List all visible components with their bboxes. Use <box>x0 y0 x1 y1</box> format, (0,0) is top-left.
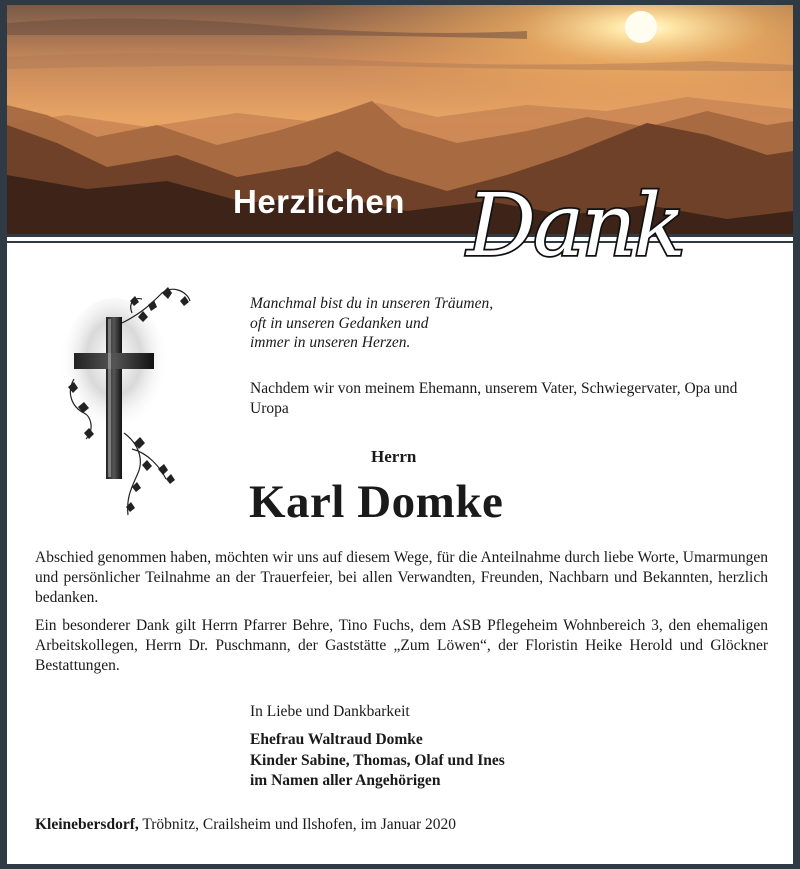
family-line: Ehefrau Waltraud Domke <box>250 731 423 748</box>
family-line: im Namen aller Angehörigen <box>250 772 441 789</box>
intro-text: Nachdem wir von meinem Ehemann, unserem Vater, Schwiegervater, Opa und Uropa <box>250 380 738 417</box>
place-rest: Tröbnitz, Crailsheim und Ilshofen, im Januar 2020 <box>138 816 457 833</box>
poem-line: Manchmal bist du in unseren Träumen, <box>250 295 494 312</box>
place-town: Kleinebersdorf, <box>35 816 139 833</box>
dank-script-text: Dank <box>467 176 683 275</box>
cross-with-ivy-icon <box>62 283 192 518</box>
salutation: Herrn <box>371 447 417 466</box>
header-title-dank <box>459 175 729 275</box>
header-title-herzlichen: Herzlichen <box>233 183 405 220</box>
special-thanks-paragraph: Ein besonderer Dank gilt Herrn Pfarrer Behre, Tino Fuchs, dem ASB Pflegeheim Wohnbereich 3, den ehemaligen Arbeitskollegen, Herrn Dr. Puschmann, der Gaststätte „Zum Löwen“, der Floristin Heike Herold und Glöckner Bestattungen. <box>35 617 768 674</box>
poem-line: oft in unseren Gedanken und <box>250 314 429 332</box>
notice-card <box>7 5 793 864</box>
closing-line: In Liebe und Dankbarkeit <box>250 703 410 720</box>
deceased-name: Karl Domke <box>249 476 504 528</box>
poem-line: immer in unseren Herzen. <box>250 334 411 351</box>
family-signature <box>250 730 505 792</box>
place-and-date <box>35 816 456 834</box>
thanks-paragraph: Abschied genommen haben, möchten wir uns auf diesem Wege, für die Anteilnahme durch liebe Worte, Umarmungen und persönlicher Teilnahme an der Trauerfeier, bei allen Verwandten, Freunden, Nachbarn und Bekannten, herzlich bedanken. <box>35 549 768 606</box>
poem <box>250 294 493 353</box>
family-line: Kinder Sabine, Thomas, Olaf und Ines <box>250 751 505 769</box>
